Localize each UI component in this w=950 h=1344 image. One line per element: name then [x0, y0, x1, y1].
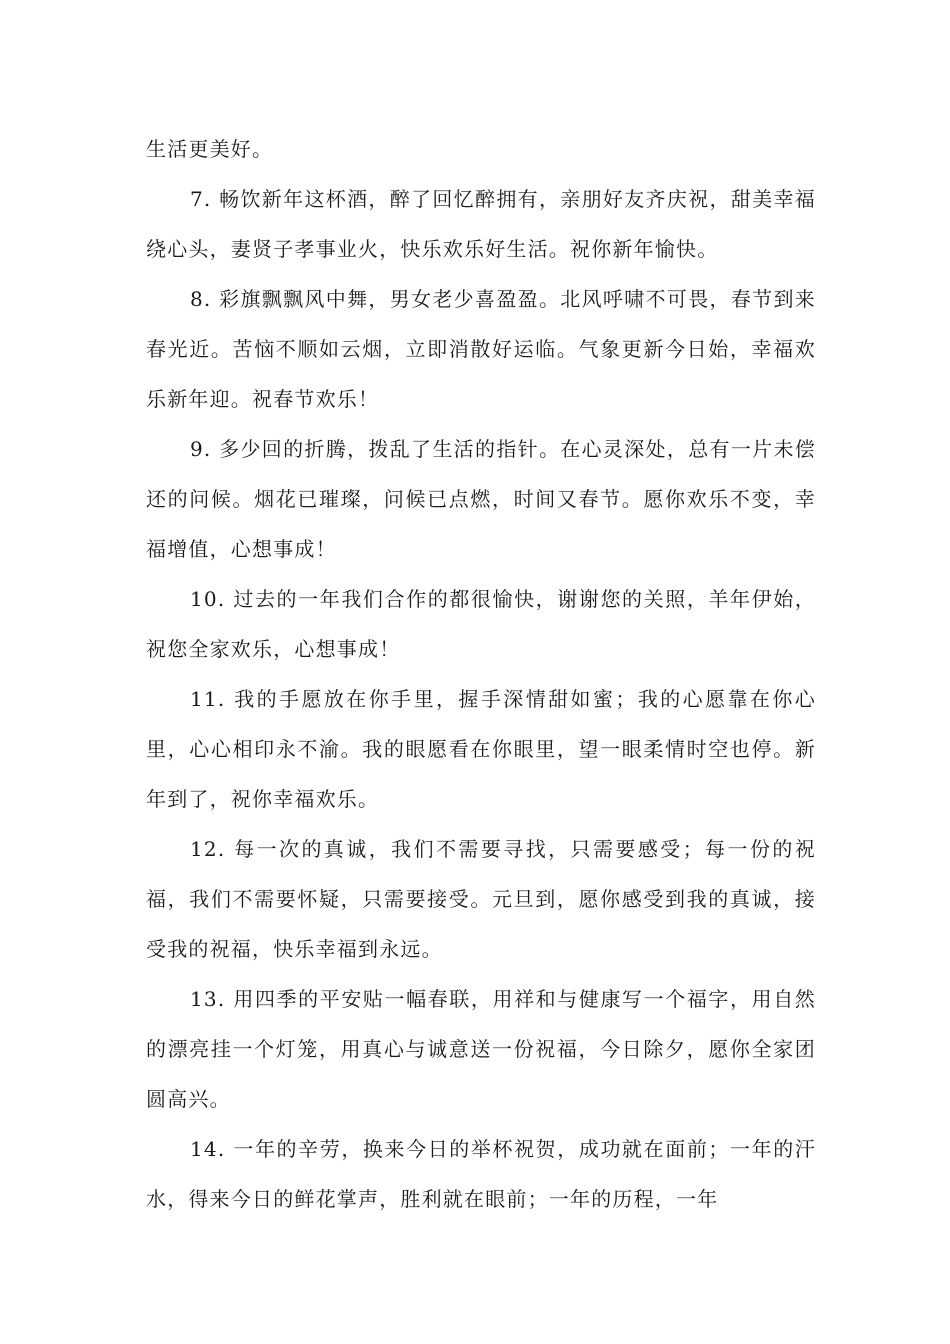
paragraph-item-14: 14. 一年的辛劳，换来今日的举杯祝贺，成功就在面前；一年的汗水，得来今日的鲜花掌声，胜利就在眼前；一年的历程，一年 [146, 1137, 816, 1211]
paragraph-item-10: 10. 过去的一年我们合作的都很愉快，谢谢您的关照，羊年伊始，祝您全家欢乐，心想事成！ [146, 587, 816, 661]
paragraph-item-8: 8. 彩旗飘飘风中舞，男女老少喜盈盈。北风呼啸不可畏，春节到来春光近。苦恼不顺如云烟，立即消散好运临。气象更新今日始，幸福欢乐新年迎。祝春节欢乐！ [146, 287, 816, 411]
paragraph-item-12: 12. 每一次的真诚，我们不需要寻找，只需要感受；每一份的祝福，我们不需要怀疑，只需要接受。元旦到，愿你感受到我的真诚，接受我的祝福，快乐幸福到永远。 [146, 837, 816, 961]
paragraph-item-11: 11. 我的手愿放在你手里，握手深情甜如蜜；我的心愿靠在你心里，心心相印永不渝。我的眼愿看在你眼里，望一眼柔情时空也停。新年到了，祝你幸福欢乐。 [146, 687, 816, 811]
paragraph-item-13: 13. 用四季的平安贴一幅春联，用祥和与健康写一个福字，用自然的漂亮挂一个灯笼，用真心与诚意送一份祝福，今日除夕，愿你全家团圆高兴。 [146, 987, 816, 1111]
paragraph-continuation: 生活更美好。 [146, 137, 274, 161]
paragraph-item-9: 9. 多少回的折腾，拨乱了生活的指针。在心灵深处，总有一片未偿还的问候。烟花已璀璨，问候已点燃，时间又春节。愿你欢乐不变，幸福增值，心想事成！ [146, 437, 816, 561]
paragraph-item-7: 7. 畅饮新年这杯酒，醉了回忆醉拥有，亲朋好友齐庆祝，甜美幸福绕心头，妻贤子孝事业火，快乐欢乐好生活。祝你新年愉快。 [146, 187, 816, 261]
document-body [146, 124, 816, 1224]
